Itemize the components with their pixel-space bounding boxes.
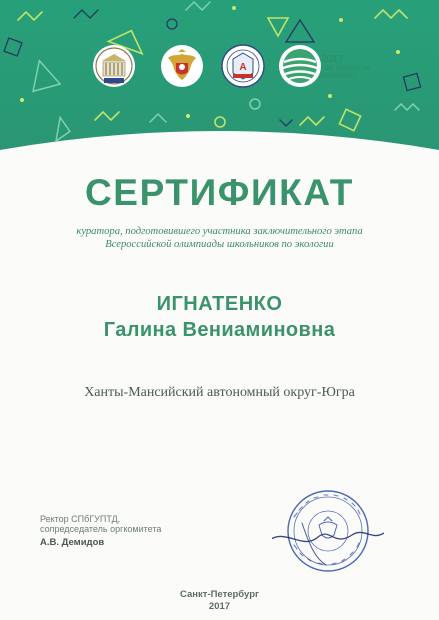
footer-year: 2017 xyxy=(208,601,231,612)
ecology-line2: В РОССИИ xyxy=(321,72,356,79)
recipient-surname: ИГНАТЕНКО xyxy=(156,293,283,315)
footer-city: Санкт-Петербург xyxy=(180,589,259,600)
svg-text:А: А xyxy=(239,62,247,73)
ecology-globe-icon xyxy=(278,44,322,88)
certificate-title: СЕРТИФИКАТ xyxy=(84,172,355,213)
olympiad-emblem-icon xyxy=(221,44,265,88)
ecology-year: 2017 xyxy=(321,54,344,65)
recipient-region: Ханты-Мансийский автономный округ-Югра xyxy=(84,385,355,400)
university-building-icon xyxy=(92,44,136,88)
signatory-name: А.В. Демидов xyxy=(40,537,105,548)
official-seal-stamp xyxy=(272,483,384,579)
year-of-ecology-caption xyxy=(321,55,371,79)
year-of-ecology-logo xyxy=(278,44,322,88)
signatory-title-line2: сопредседатель оргкомитета xyxy=(40,524,162,534)
double-headed-eagle-icon xyxy=(160,44,204,88)
ministry-logo xyxy=(160,44,204,88)
subtitle-line2: Всероссийской олимпиады школьников по экологии xyxy=(105,239,334,250)
recipient-name: Галина Вениаминовна xyxy=(103,319,336,341)
olympiad-logo xyxy=(221,44,265,88)
spbgutd-logo xyxy=(92,44,136,88)
signatory-title-line1: Ректор СПбГУПТД, xyxy=(40,514,121,524)
ecology-line1: ГОД ЭКОЛОГИИ xyxy=(321,65,371,72)
subtitle-line1: куратора, подготовившего участника заключительного этапа xyxy=(76,226,363,237)
decorative-shapes xyxy=(0,0,439,170)
